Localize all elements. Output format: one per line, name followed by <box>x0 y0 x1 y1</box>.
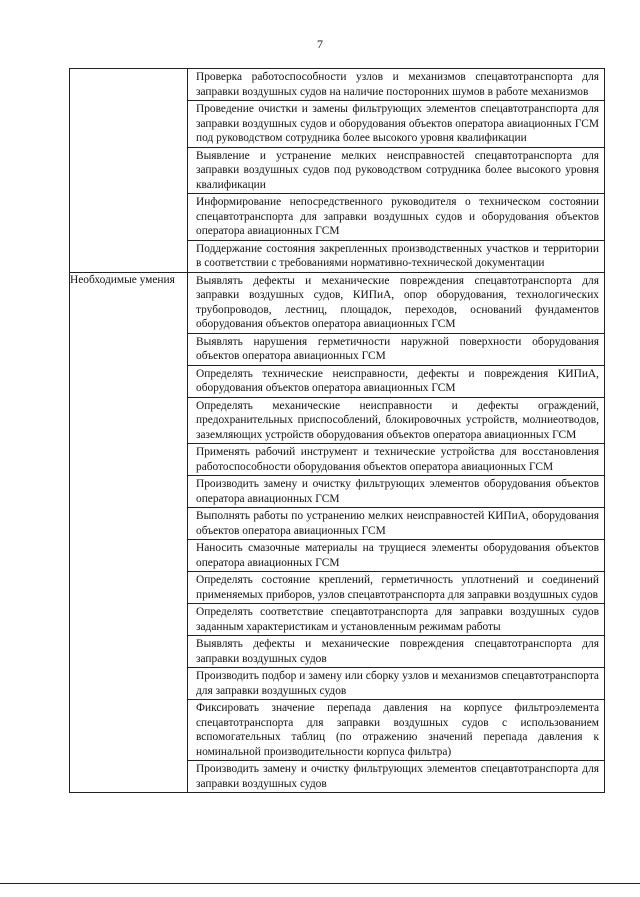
list-item: Производить замену и очистку фильтрующих элементов спецавтотранспорта для заправки воздушных судов <box>196 763 599 790</box>
list-item: Выявлять нарушения герметичности наружной поверхности оборудования объектов оператора авиационных ГСМ <box>188 334 604 366</box>
list-item: Определять механические неисправности и дефекты ограждений, предохранительных приспособлений, блокировочных устройств, молниеотводов, заземляющих устройств оборудования объектов оператора авиационных ГСМ <box>188 398 604 445</box>
list-item: Проверка работоспособности узлов и механизмов спецавтотранспорта для заправки воздушных судов на наличие посторонних шумов в работе механизмов <box>188 69 604 101</box>
list-item: Применять рабочий инструмент и технические устройства для восстановления работоспособности оборудования объектов оператора авиационных ГСМ <box>188 444 604 476</box>
list-item: Информирование непосредственного руководителя о техническом состоянии спецавтотранспорта для заправки воздушных судов и оборудования объектов оператора авиационных ГСМ <box>188 194 604 241</box>
list-item: Выявлять дефекты и механические повреждения спецавтотранспорта для заправки воздушных судов, КИПиА, опор оборудования, технологических трубопроводов, лестниц, площадок, переходов, оснований фундаментов оборудования объектов оператора авиационных ГСМ <box>188 273 604 334</box>
row-label <box>70 69 188 273</box>
page-number: 7 <box>317 37 323 51</box>
list-item: Производить замену и очистку фильтрующих элементов оборудования объектов оператора авиационных ГСМ <box>188 476 604 508</box>
requirements-table <box>69 68 605 793</box>
page-edge-line <box>0 883 640 884</box>
row-label: Необходимые умения <box>70 272 188 793</box>
list-item: Определять технические неисправности, дефекты и повреждения КИПиА, оборудования объектов оператора авиационных ГСМ <box>188 366 604 398</box>
list-item: Выявление и устранение мелких неисправностей спецавтотранспорта для заправки воздушных судов под руководством сотрудника более высокого уровня квалификации <box>188 148 604 195</box>
list-item: Наносить смазочные материалы на трущиеся элементы оборудования объектов оператора авиационных ГСМ <box>188 540 604 572</box>
list-item: Производить подбор и замену или сборку узлов и механизмов спецавтотранспорта для заправки воздушных судов <box>188 668 604 700</box>
list-item: Фиксировать значение перепада давления на корпусе фильтроэлемента спецавтотранспорта для заправки воздушных судов с использованием вспомогательных таблиц (по отражению значений перепада давления к номинальной производительности корпуса фильтра) <box>188 700 604 761</box>
list-item: Определять состояние креплений, герметичность уплотнений и соединений применяемых приборов, узлов спецавтотранспорта для заправки воздушных судов <box>188 572 604 604</box>
table-row <box>70 272 605 793</box>
table-row <box>70 69 605 273</box>
list-item: Определять соответствие спецавтотранспорта для заправки воздушных судов заданным характеристикам и установленным режимам работы <box>188 604 604 636</box>
row-items <box>188 69 605 273</box>
list-item: Проведение очистки и замены фильтрующих элементов спецавтотранспорта для заправки воздушных судов и оборудования объектов оператора авиационных ГСМ под руководством сотрудника более высокого уровня квалификации <box>188 101 604 148</box>
list-item: Выполнять работы по устранению мелких неисправностей КИПиА, оборудования объектов оператора авиационных ГСМ <box>188 508 604 540</box>
list-item: Выявлять дефекты и механические повреждения спецавтотранспорта для заправки воздушных судов <box>188 636 604 668</box>
row-items <box>188 272 605 793</box>
list-item: Поддержание состояния закрепленных производственных участков и территории в соответствии с требованиями нормативно-технической документации <box>196 242 599 269</box>
